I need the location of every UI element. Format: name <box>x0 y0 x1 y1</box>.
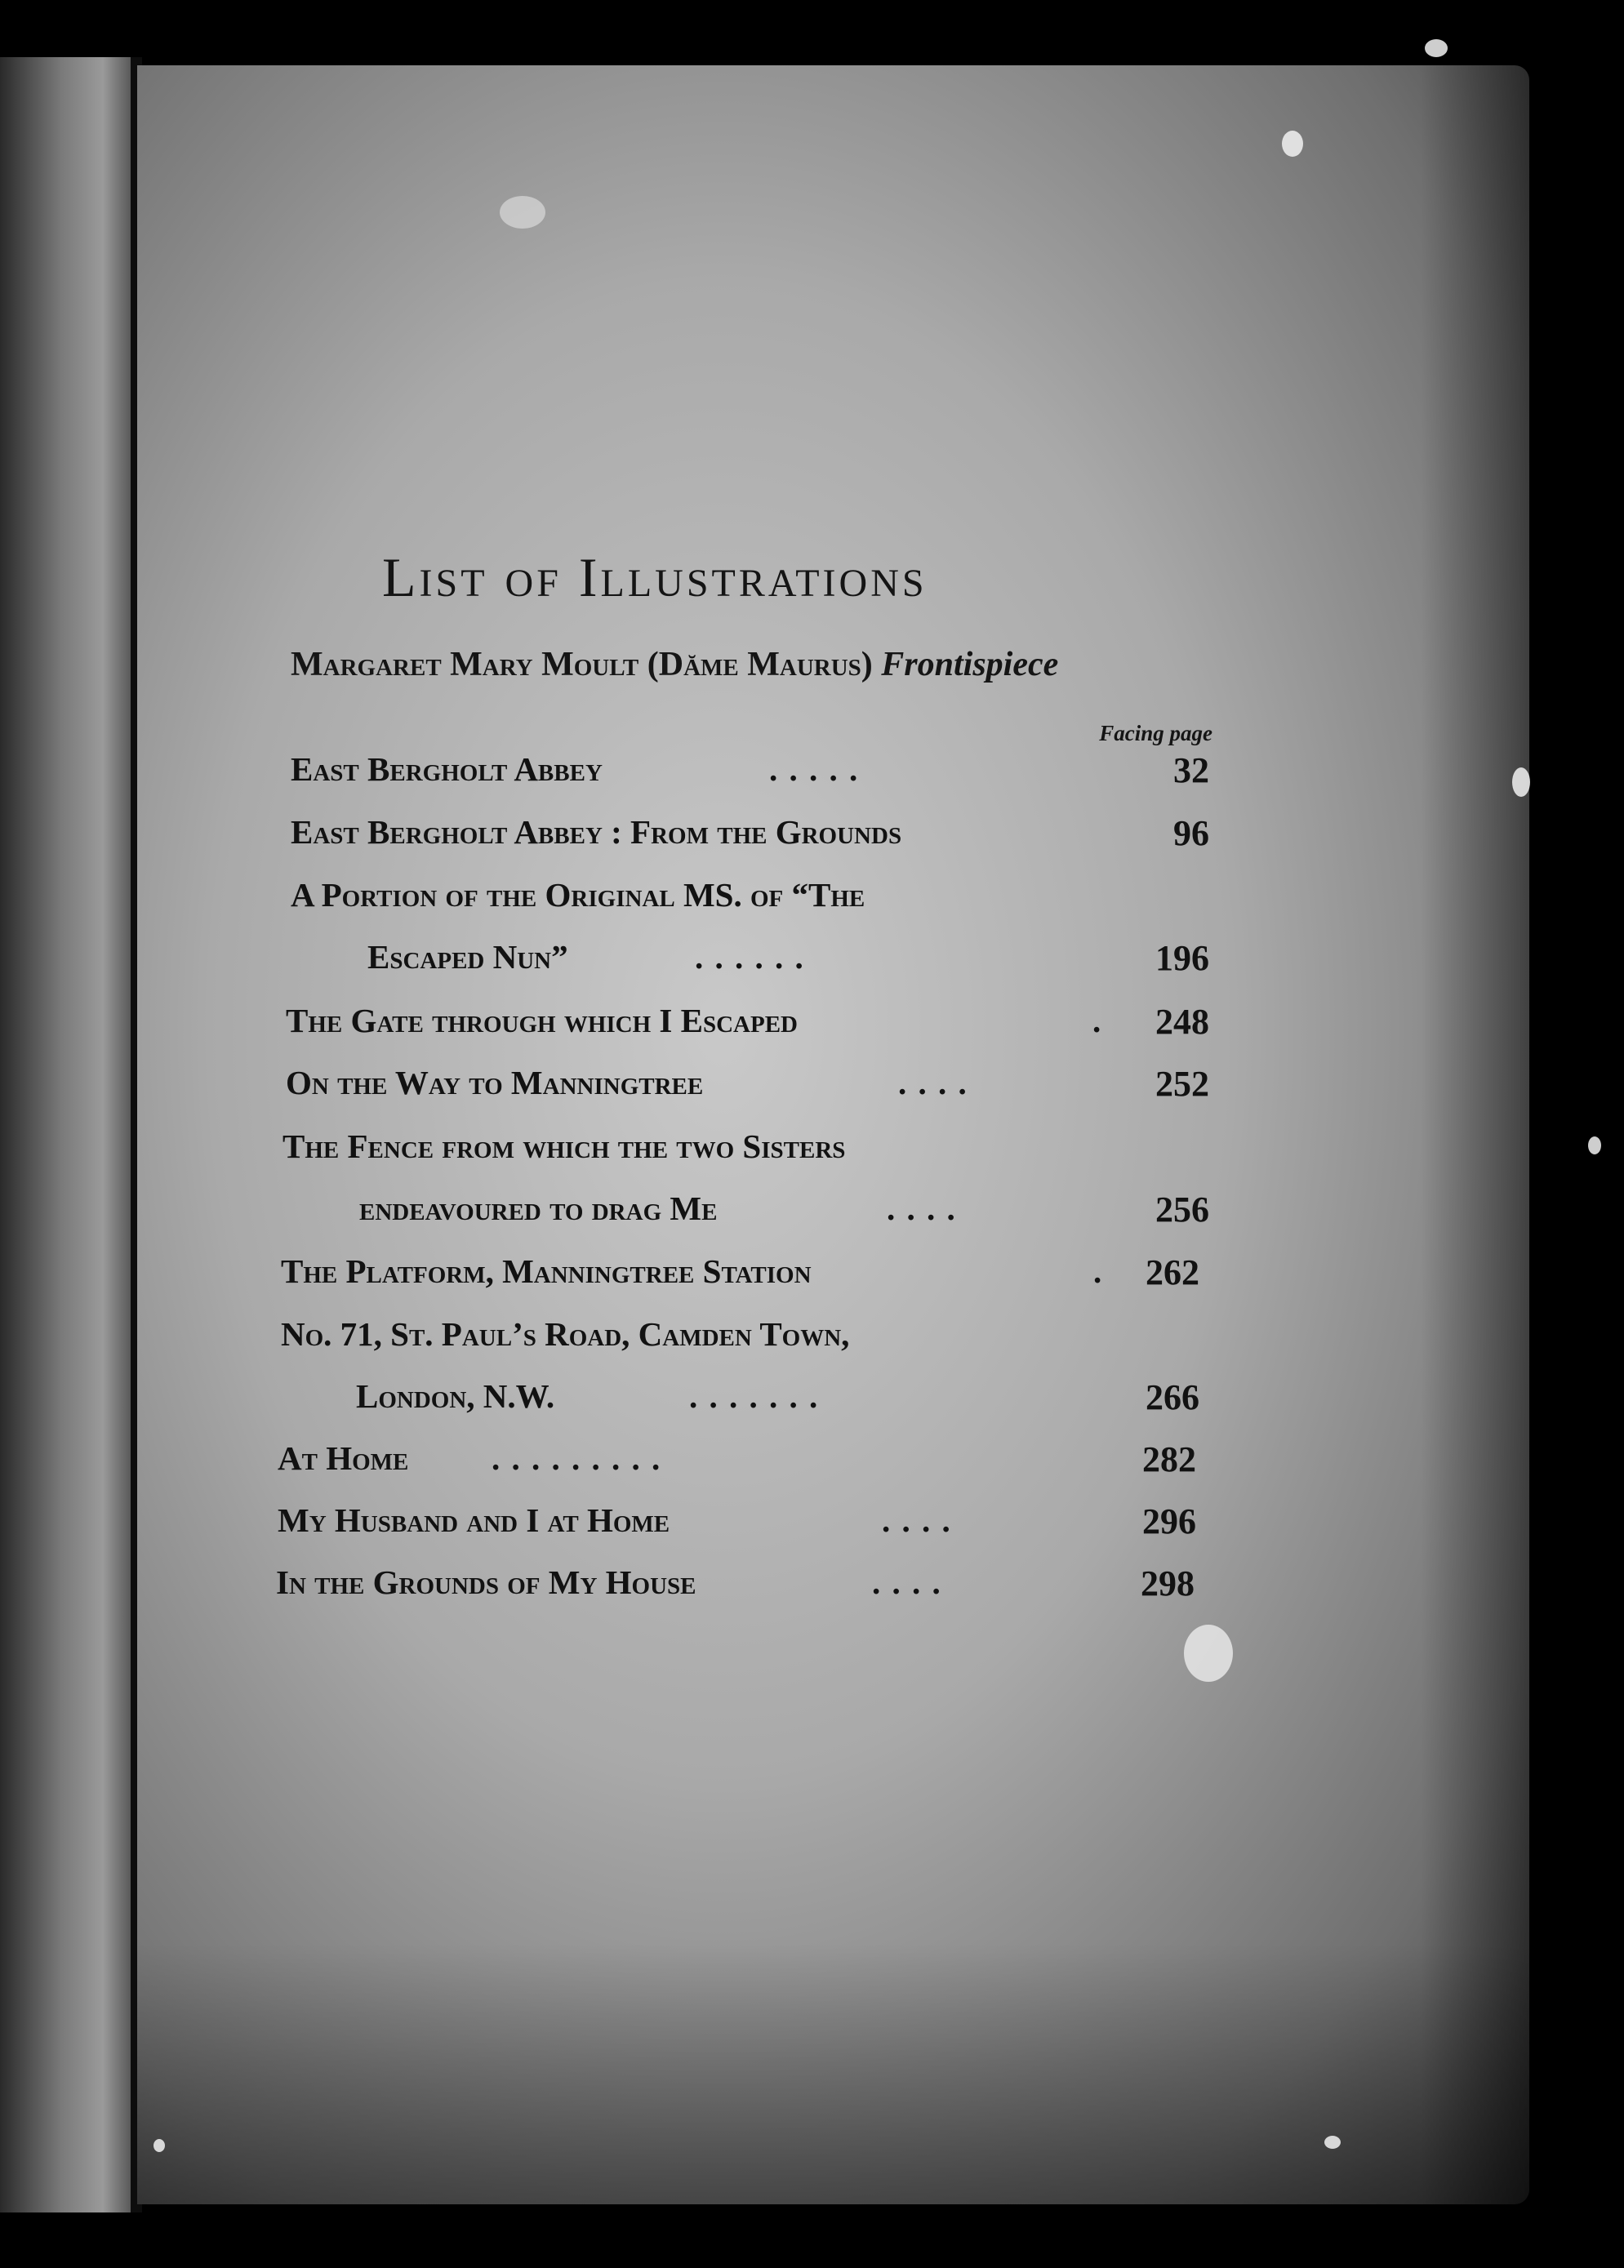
illustration-entry <box>286 1063 1209 1120</box>
entry-title: At Home <box>278 1439 409 1477</box>
entry-page-number: 248 <box>1155 1002 1209 1042</box>
illustration-entry <box>291 875 1209 932</box>
dust-speck <box>154 2139 165 2152</box>
illustration-entry <box>281 1314 1199 1372</box>
entry-title: The Fence from which the two Sisters <box>283 1127 846 1165</box>
illustration-entry <box>291 749 1209 807</box>
entry-title: In the Grounds of My House <box>276 1563 696 1601</box>
entry-title: East Bergholt Abbey <box>291 750 603 788</box>
entry-page-number: 196 <box>1155 938 1209 978</box>
entry-title: The Platform, Manningtree Station <box>281 1252 812 1290</box>
leader-dots: . . . . . . . . . <box>492 1439 662 1477</box>
leader-dots: . <box>1092 1002 1103 1039</box>
entry-page-number: 296 <box>1142 1501 1196 1541</box>
leader-dots: . . . . . <box>769 750 860 788</box>
entry-page-number: 282 <box>1142 1439 1196 1479</box>
entry-page-number: 256 <box>1155 1190 1209 1230</box>
page-title: List of Illustrations <box>382 546 928 608</box>
illustration-entry <box>291 812 1209 869</box>
leader-dots: . . . . . . <box>695 938 805 976</box>
entry-title: The Gate through which I Escaped <box>286 1002 798 1039</box>
dust-speck <box>1324 2136 1341 2149</box>
entry-title: No. 71, St. Paul’s Road, Camden Town, <box>281 1315 850 1353</box>
frontispiece-subject: Margaret Mary Moult (Dăme Maurus) <box>291 646 873 683</box>
entry-title-continued: London, N.W. <box>356 1377 555 1415</box>
leader-dots: . . . . <box>887 1190 957 1227</box>
left-page-edge <box>0 57 137 2212</box>
entry-page-number: 96 <box>1173 813 1209 853</box>
illustration-entry <box>283 1127 1209 1184</box>
entry-title-continued: endeavoured to drag Me <box>359 1190 718 1227</box>
page-shadow-right <box>1421 65 1543 2204</box>
leader-dots: . . . . . . . <box>689 1377 820 1415</box>
dust-speck <box>500 196 545 229</box>
leader-dots: . . . . <box>882 1501 952 1539</box>
facing-page-heading: Facing page <box>1099 721 1212 745</box>
illustration-entry <box>286 1001 1209 1058</box>
illustration-entry <box>276 1563 1195 1620</box>
entry-title-continued: Escaped Nun” <box>367 938 568 976</box>
leader-dots: . . . . <box>872 1563 942 1601</box>
entry-page-number: 252 <box>1155 1064 1209 1104</box>
dust-speck <box>1588 1136 1601 1154</box>
frontispiece-label: Frontispiece <box>881 646 1059 683</box>
entry-title: A Portion of the Original MS. of “The <box>291 876 865 914</box>
dust-speck <box>1184 1625 1233 1682</box>
entry-page-number: 298 <box>1141 1563 1195 1603</box>
illustration-entry <box>278 1439 1196 1496</box>
illustration-entry-continued <box>283 1189 1209 1246</box>
dust-speck <box>1425 39 1448 57</box>
leader-dots: . . . . <box>898 1064 968 1101</box>
entry-title: On the Way to Manningtree <box>286 1064 704 1101</box>
illustration-entry <box>278 1501 1196 1558</box>
entry-title: My Husband and I at Home <box>278 1501 670 1539</box>
page-shadow-bottom <box>137 1943 1529 2204</box>
illustration-entry-continued <box>291 937 1209 994</box>
illustration-entry <box>281 1252 1199 1309</box>
entry-page-number: 262 <box>1146 1252 1199 1292</box>
entry-title: East Bergholt Abbey : From the Grounds <box>291 813 902 851</box>
illustration-entry-continued <box>281 1376 1199 1434</box>
entry-page-number: 32 <box>1173 750 1209 790</box>
dust-speck <box>1512 767 1530 797</box>
frontispiece-line <box>291 645 1213 684</box>
leader-dots: . <box>1093 1252 1104 1290</box>
entry-page-number: 266 <box>1146 1377 1199 1417</box>
dust-speck <box>1282 131 1303 157</box>
